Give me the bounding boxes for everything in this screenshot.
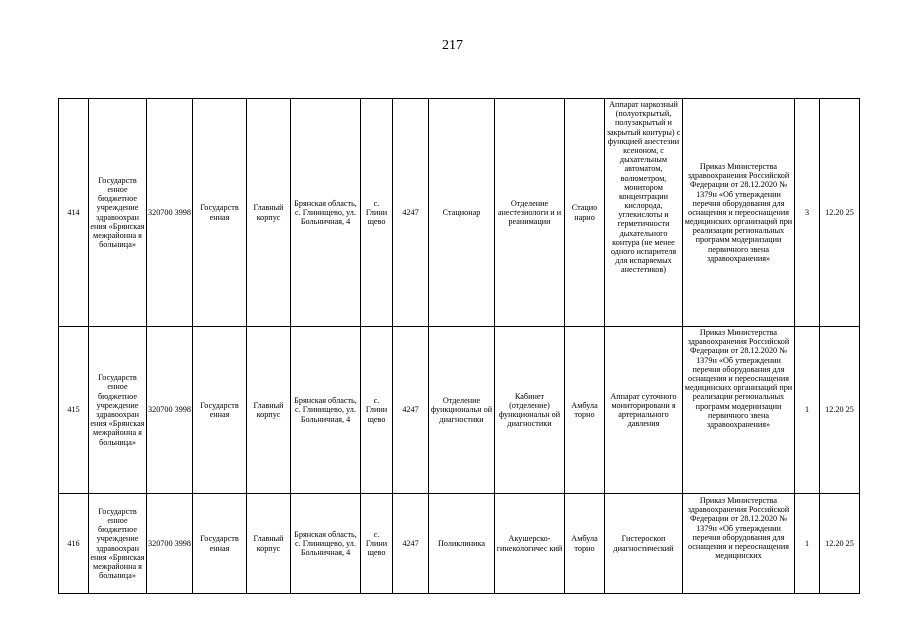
due-date: 12.20 25 [820, 99, 860, 327]
division: Стационар [429, 99, 495, 327]
building-name: Главный корпус [247, 327, 291, 494]
settlement: с. Глини щево [361, 494, 393, 594]
institution-name: Государств енное бюджетное учреждение здравоохран ения «Брянская межрайонна я больница» [89, 327, 147, 494]
inn-code: 320700 3998 [147, 327, 193, 494]
order-reference: Приказ Министерства здравоохранения Российской Федерации от 28.12.2020 № 1379н «Об утверждении перечня оборудования для оснащения и переоснащения медицинских организаций при реализации региональных программ модернизации первичного звена здравоохранения» [683, 327, 795, 494]
quantity: 3 [795, 99, 820, 327]
department: Отделение анестезиологи и и реанимации [495, 99, 565, 327]
order-reference: Приказ Министерства здравоохранения Российской Федерации от 28.12.2020 № 1379н «Об утверждении перечня оборудования для оснащения и переоснащения медицинских организаций при реализации региональных программ модернизации первичного звена здравоохранения» [683, 99, 795, 327]
inn-code: 320700 3998 [147, 494, 193, 594]
address: Брянская область, с. Глинищево, ул. Больничная, 4 [291, 494, 361, 594]
address: Брянская область, с. Глинищево, ул. Больничная, 4 [291, 99, 361, 327]
building-name: Главный корпус [247, 494, 291, 594]
building-name: Главный корпус [247, 99, 291, 327]
settlement: с. Глини щево [361, 327, 393, 494]
institution-name: Государств енное бюджетное учреждение здравоохран ения «Брянская межрайонна я больница» [89, 494, 147, 594]
division: Отделение функциональн ой диагностики [429, 327, 495, 494]
row-number: 416 [59, 494, 89, 594]
quantity: 1 [795, 327, 820, 494]
due-date: 12.20 25 [820, 327, 860, 494]
page-number: 217 [442, 38, 463, 53]
due-date: 12.20 25 [820, 494, 860, 594]
institution-name: Государств енное бюджетное учреждение здравоохран ения «Брянская межрайонна я больница» [89, 99, 147, 327]
department: Акушерско-гинекологичес кий [495, 494, 565, 594]
settlement-code: 4247 [393, 327, 429, 494]
equipment-name: Гистероскоп диагностический [605, 494, 683, 594]
order-reference [683, 494, 795, 594]
order-reference-text: Приказ Министерства здравоохранения Российской Федерации от 28.12.2020 № 1379н «Об утверждении перечня оборудования для оснащения и переоснащения медицинских [687, 496, 790, 561]
ownership-form: Государств енная [193, 99, 247, 327]
address: Брянская область, с. Глинищево, ул. Больничная, 4 [291, 327, 361, 494]
row-number: 415 [59, 327, 89, 494]
inn-code: 320700 3998 [147, 99, 193, 327]
settlement: с. Глини щево [361, 99, 393, 327]
ownership-form: Государств енная [193, 494, 247, 594]
quantity: 1 [795, 494, 820, 594]
row-number: 414 [59, 99, 89, 327]
care-type: Амбула торно [565, 327, 605, 494]
table-row [59, 494, 860, 594]
table-row [59, 99, 860, 327]
department: Кабинет (отделение) функциональн ой диагностики [495, 327, 565, 494]
equipment-name: Аппарат наркозный (полуоткрытый, полузакрытый и закрытый контуры) с функцией анестезии ксеноном, с дыхательным автоматом, волюметром, монитором концентрации кислорода, углекислоты и герметичности дыхательного контура (не менее одного испарителя для испаряемых анестетиков) [605, 99, 683, 327]
settlement-code: 4247 [393, 494, 429, 594]
equipment-name: Аппарат суточного мониторировани я артериального давления [605, 327, 683, 494]
care-type: Стацио нарно [565, 99, 605, 327]
ownership-form: Государств енная [193, 327, 247, 494]
care-type: Амбула торно [565, 494, 605, 594]
table-row [59, 327, 860, 494]
equipment-table [58, 98, 860, 594]
settlement-code: 4247 [393, 99, 429, 327]
division: Поликлиника [429, 494, 495, 594]
